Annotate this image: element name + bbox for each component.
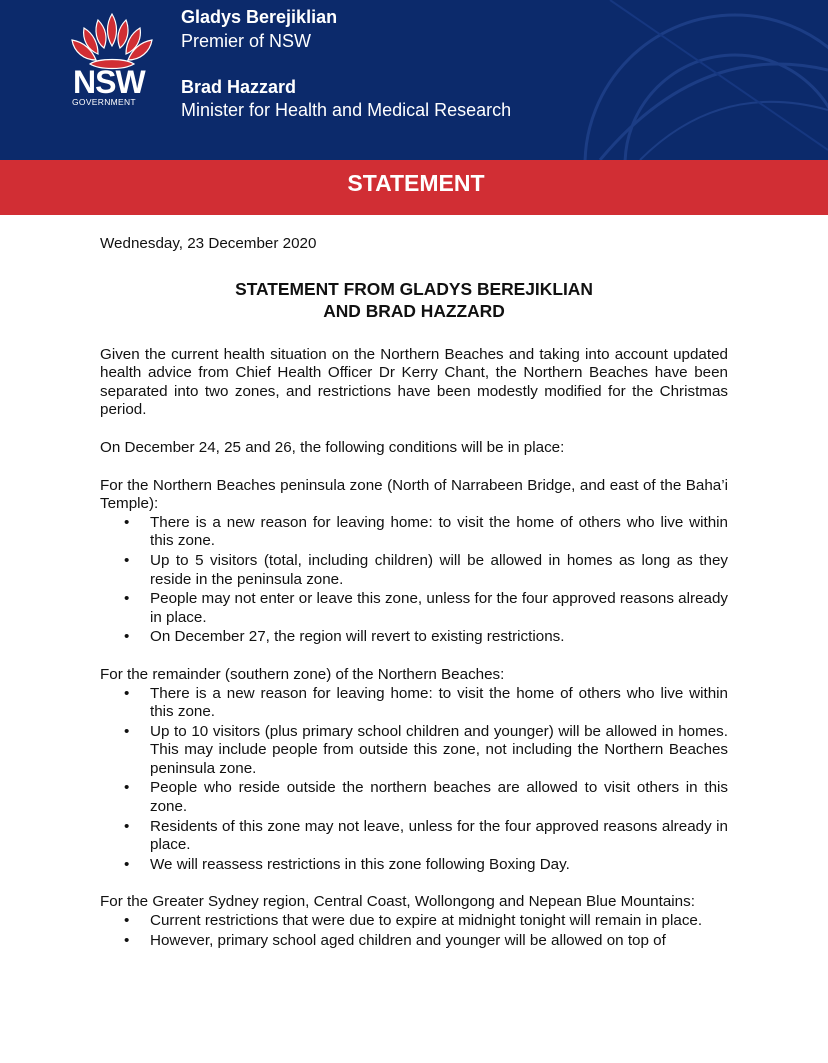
list-item: • There is a new reason for leaving home: to visit the home of others who live within this zone. (100, 685, 728, 722)
conditions-paragraph: On December 24, 25 and 26, the following conditions will be in place: (100, 438, 565, 456)
document-body (100, 235, 728, 951)
statement-bar (0, 160, 828, 215)
intro-paragraph: Given the current health situation on the Northern Beaches and taking into account updated health advice from Chief Health Officer Dr Kerry Chant, the Northern Beaches have been separated into two zones, and restrictions have been modestly modified for the Christmas period. (100, 345, 728, 419)
minister-1-name: Gladys Berejiklian (181, 7, 338, 27)
section-1-list (100, 514, 728, 647)
list-item: • People who reside outside the northern beaches are allowed to visit others in this zone. (100, 779, 728, 816)
list-item: • Up to 10 visitors (plus primary school children and younger) will be allowed in homes. This may include people from outside this zone, not including the Northern Beaches peninsula zone. (100, 723, 728, 779)
section-2-heading: For the remainder (southern zone) of the Northern Beaches: (100, 665, 505, 683)
logo-wordmark: NSW (73, 64, 145, 100)
section-2-list (100, 685, 728, 875)
list-item: • Residents of this zone may not leave, unless for the four approved reasons already in place. (100, 818, 728, 855)
list-item: • However, primary school aged children and younger will be allowed on top of (100, 932, 728, 951)
title-line-2: AND BRAD HAZZARD (323, 300, 505, 321)
logo-subtext: GOVERNMENT (72, 97, 136, 107)
minister-1-role: Premier of NSW (181, 31, 312, 51)
list-item: • People may not enter or leave this zone, unless for the four approved reasons already in place. (100, 590, 728, 627)
list-item: • There is a new reason for leaving home: to visit the home of others who live within this zone. (100, 514, 728, 551)
document-title (100, 278, 728, 322)
minister-2-name: Brad Hazzard (181, 77, 297, 97)
minister-2-role: Minister for Health and Medical Research (181, 100, 512, 120)
list-item: • Current restrictions that were due to expire at midnight tonight will remain in place. (100, 912, 728, 931)
header-banner (0, 0, 828, 160)
list-item: • On December 27, the region will revert to existing restrictions. (100, 628, 728, 647)
section-1-heading: For the Northern Beaches peninsula zone (North of Narrabeen Bridge, and east of the Baha’i Temple): (100, 476, 728, 513)
document-date: Wednesday, 23 December 2020 (100, 235, 317, 252)
statement-label: STATEMENT (347, 170, 485, 196)
list-item: • We will reassess restrictions in this zone following Boxing Day. (100, 856, 728, 875)
title-line-1: STATEMENT FROM GLADYS BEREJIKLIAN (235, 278, 593, 299)
section-3-list (100, 912, 728, 950)
list-item: • Up to 5 visitors (total, including children) will be allowed in homes as long as they reside in the peninsula zone. (100, 552, 728, 589)
section-3-heading: For the Greater Sydney region, Central Coast, Wollongong and Nepean Blue Mountains: (100, 893, 695, 911)
